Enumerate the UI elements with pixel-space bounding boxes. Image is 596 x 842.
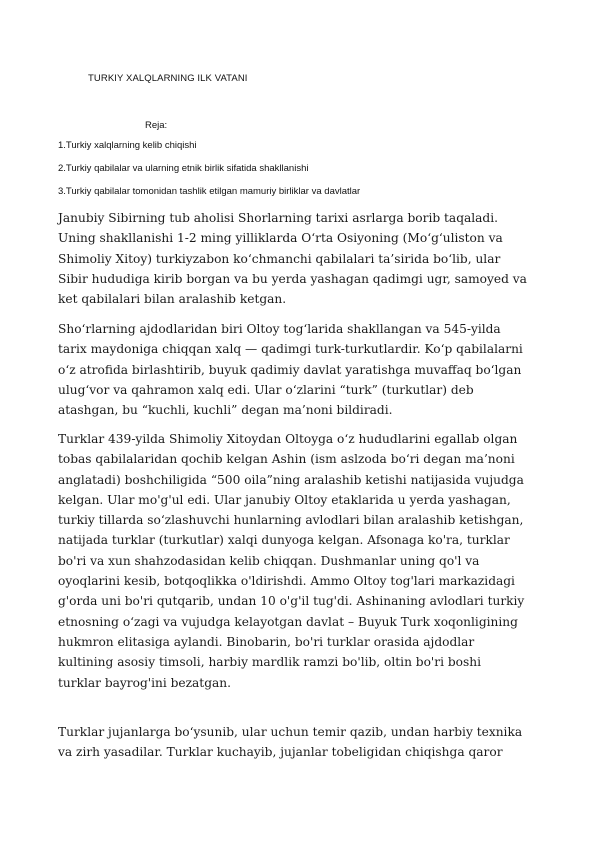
paragraph-2 [58, 319, 540, 420]
paragraph-line: Turklar jujanlarga bo‘ysunib, ular uchun temir qazib, undan harbiy texnika [58, 725, 523, 739]
paragraph-line: g'orda uni bo'ri qutqarib, undan 10 o'g'il tug'di. Ashinaning avlodlari turkiy [58, 594, 525, 609]
paragraph-line: Shimoliy Xitoy) turkiyzabon ko‘chmanchi qabilalari ta’sirida bo‘lib, ular [58, 251, 501, 266]
paragraph-line: ket qabilalari bilan aralashib ketgan. [58, 292, 287, 307]
paragraph-line: oyoqlarini kesib, botqoqlikka o'ldirishdi. Ammo Oltoy tog'lari markazidagi [58, 574, 515, 589]
paragraph-line: turklar bayrog'ini bezatgan. [58, 675, 231, 690]
paragraph-line: Sibir hududiga kirib borgan va bu yerda yashagan qadimgi ugr, samoyed va [58, 271, 527, 286]
paragraph-line: atashgan, bu “kuchli, kuchli” degan ma’noni bildiradi. [58, 403, 393, 418]
paragraph-line: Uning shakllanishi 1-2 ming yilliklarda O‘rta Osiyoning (Mo‘g‘uliston va [58, 231, 503, 246]
paragraph-line: ulug‘vor va qahramon xalq edi. Ular o‘zlarini “turk” (turkutlar) deb [58, 382, 474, 397]
paragraph-1 [58, 208, 540, 309]
paragraph-line: natijada turklar (turkutlar) xalqi dunyoga kelgan. Afsonaga ko'ra, turklar [58, 533, 510, 548]
paragraph-line: Janubiy Sibirning tub aholisi Shorlarning tarixi asrlarga borib taqaladi. [58, 211, 498, 225]
paragraph-line: Sho‘rlarning ajdodlaridan biri Oltoy tog‘larida shakllangan va 545-yilda [58, 322, 501, 336]
paragraph-line: anglatadi) boshchiligida “500 oila”ning aralashib ketishi natijasida vujudga [58, 472, 524, 487]
paragraph-4 [58, 722, 540, 763]
plan-item: 1.Turkiy xalqlarning kelib chiqishi [58, 140, 197, 151]
paragraph-line: turkiy tillarda so‘zlashuvchi hunlarning avlodlari bilan aralashib ketishgan, [58, 513, 524, 528]
paragraph-line: kelgan. Ular mo'g'ul edi. Ular janubiy Oltoy etaklarida u yerda yashagan, [58, 492, 511, 507]
plan-heading: Reja: [145, 120, 168, 131]
plan-item: 2.Turkiy qabilalar va ularning etnik birlik sifatida shakllanishi [58, 163, 309, 174]
paragraph-line: etnosning o‘zagi va vujudga kelayotgan davlat – Buyuk Turk xoqonligining [58, 614, 518, 629]
paragraph-line: Turklar 439-yilda Shimoliy Xitoydan Oltoyga o‘z hududlarini egallab olgan [58, 432, 518, 446]
paragraph-line: tobas qabilalaridan qochib kelgan Ashin (ism aslzoda bo‘ri degan ma’noni [58, 452, 515, 467]
paragraph-line: va zirh yasadilar. Turklar kuchayib, jujanlar tobeligidan chiqishga qaror [58, 745, 503, 760]
paragraph-line: o‘z atrofida birlashtirib, buyuk qadimiy davlat yaratishga muvaffaq bo‘lgan [58, 362, 522, 377]
document-title: TURKIY XALQLARNING ILK VATANI [88, 73, 248, 84]
paragraph-3 [58, 429, 540, 693]
paragraph-line: hukmron elitasiga aylandi. Binobarin, bo'ri turklar orasida ajdodlar [58, 634, 475, 649]
paragraph-line: tarix maydoniga chiqqan xalq — qadimgi turk-turkutlardir. Ko‘p qabilalarni [58, 342, 523, 357]
paragraph-line: bo'ri va xun shahzodasidan kelib chiqqan. Dushmanlar uning qo'l va [58, 553, 480, 568]
paragraph-line: kultining asosiy timsoli, harbiy mardlik ramzi bo'lib, oltin bo'ri boshi [58, 655, 482, 670]
plan-item: 3.Turkiy qabilalar tomonidan tashlik etilgan mamuriy birliklar va davlatlar [58, 186, 361, 197]
